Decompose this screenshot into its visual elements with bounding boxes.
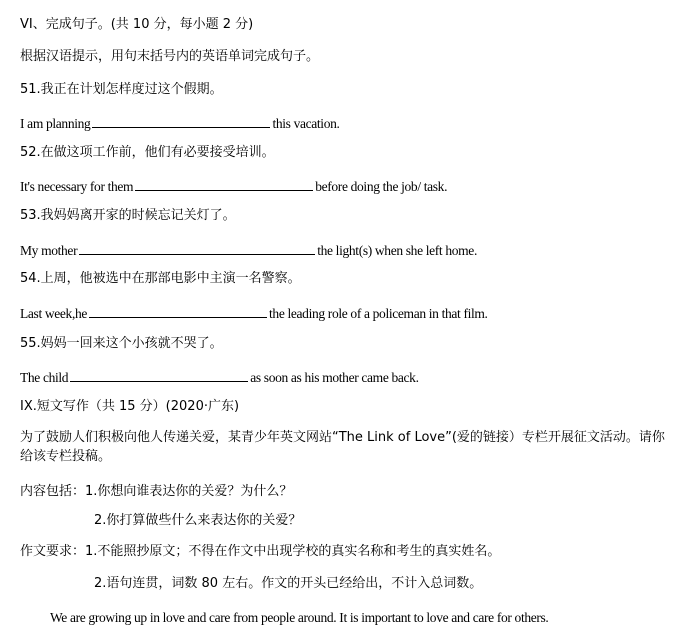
question-51-cn: 51.我正在计划怎样度过这个假期。 bbox=[20, 82, 223, 97]
question-53-en bbox=[20, 243, 477, 258]
question-55-before: The child bbox=[20, 370, 69, 385]
requirement-label: 作文要求： bbox=[20, 544, 86, 559]
question-51-after: this vacation. bbox=[272, 116, 340, 131]
question-51-before: I am planning bbox=[20, 116, 91, 131]
section-ix-prompt: 为了鼓励人们积极向他人传递关爱，某青少年英文网站“The Link of Love”(爱的链接）专栏开展征文活动。请你给该专栏投稿。 bbox=[20, 430, 665, 464]
answer-blank-55[interactable] bbox=[70, 370, 248, 382]
question-55-cn: 55.妈妈一回来这个小孩就不哭了。 bbox=[20, 336, 223, 351]
section-ix-title: IX.短文写作（共 15 分）(2020·广东) bbox=[20, 399, 240, 414]
question-53-cn: 53.我妈妈离开家的时候忘记关灯了。 bbox=[20, 208, 236, 223]
question-53-after: the light(s) when she left home. bbox=[317, 243, 477, 258]
section-vi-title: VI、完成句子。(共 10 分，每小题 2 分) bbox=[20, 17, 254, 32]
question-52-en bbox=[20, 179, 447, 194]
question-54-after: the leading role of a policeman in that film. bbox=[269, 306, 488, 321]
answer-blank-51[interactable] bbox=[92, 116, 270, 128]
question-53-before: My mother bbox=[20, 243, 78, 258]
content-item-2: 2.你打算做些什么来表达你的关爱？ bbox=[94, 513, 302, 528]
question-55-en bbox=[20, 370, 419, 385]
question-52-cn: 52.在做这项工作前，他们有必要接受培训。 bbox=[20, 145, 275, 160]
question-54-before: Last week,he bbox=[20, 306, 88, 321]
question-54-cn: 54.上周，他被选中在那部电影中主演一名警察。 bbox=[20, 271, 301, 286]
answer-blank-53[interactable] bbox=[79, 243, 315, 255]
answer-blank-52[interactable] bbox=[135, 179, 313, 191]
essay-opening: We are growing up in love and care from people around. It is important to love and care for others. bbox=[50, 610, 549, 625]
content-requirements bbox=[20, 485, 292, 498]
question-52-after: before doing the job/ task. bbox=[315, 179, 448, 194]
question-55-after: as soon as his mother came back. bbox=[250, 370, 419, 385]
writing-requirements bbox=[20, 545, 500, 558]
requirement-item-1: 1.不能照抄原文；不得在作文中出现学校的真实名称和考生的真实姓名。 bbox=[85, 544, 501, 559]
content-item-1: 1.你想向谁表达你的关爱？为什么？ bbox=[85, 484, 293, 499]
content-label: 内容包括： bbox=[20, 484, 86, 499]
question-54-en bbox=[20, 306, 488, 321]
answer-blank-54[interactable] bbox=[89, 306, 267, 318]
requirement-item-2: 2.语句连贯，词数 80 左右。作文的开头已经给出，不计入总词数。 bbox=[94, 576, 483, 591]
section-vi-instruction: 根据汉语提示，用句末括号内的英语单词完成句子。 bbox=[20, 49, 320, 64]
question-51-en bbox=[20, 116, 340, 131]
question-52-before: It's necessary for them bbox=[20, 179, 134, 194]
